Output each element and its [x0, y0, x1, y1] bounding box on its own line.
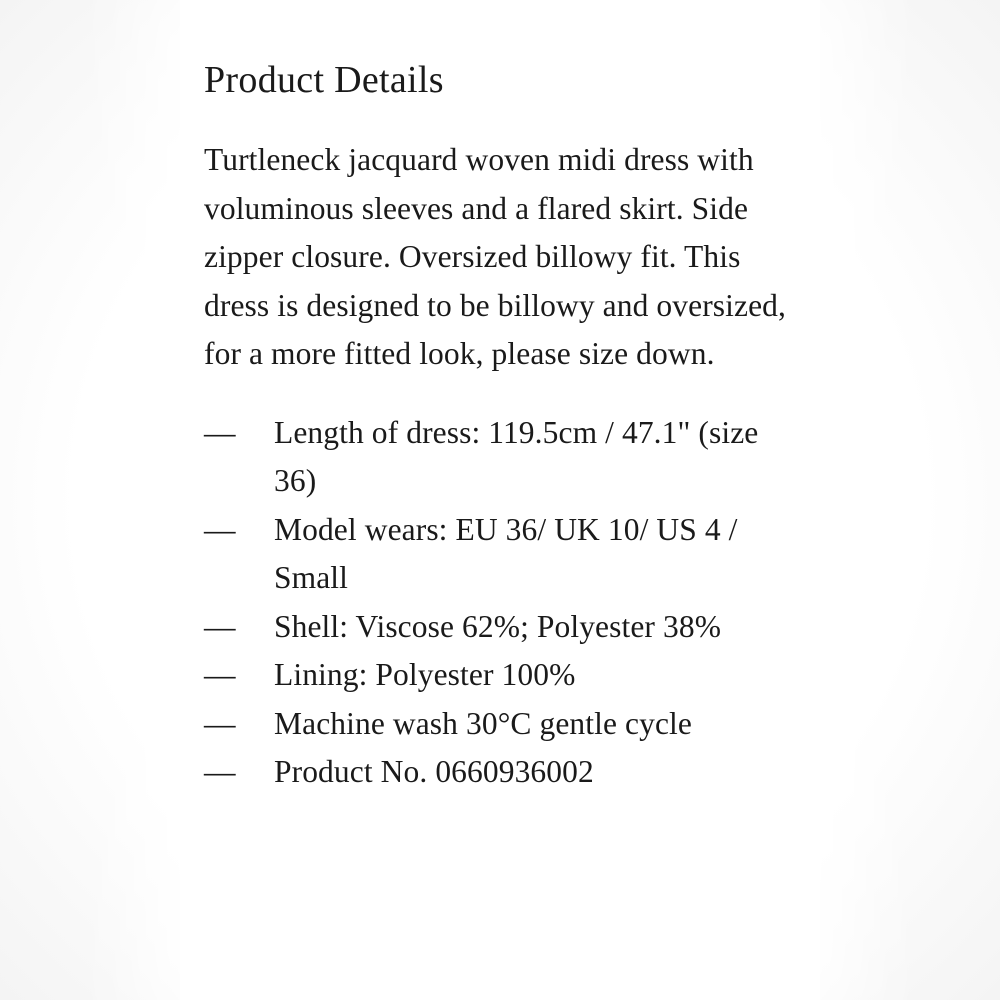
- dash-bullet: —: [204, 608, 236, 644]
- spec-text: Shell: Viscose 62%; Polyester 38%: [274, 608, 722, 644]
- spec-item-length: [204, 409, 804, 506]
- spec-item-product-number: [204, 748, 804, 797]
- product-description: Turtleneck jacquard woven midi dress with voluminous sleeves and a flared skirt. Side zipper closure. Oversized billowy fit. This dress is designed to be billowy and oversized, for a more fitted look, please size down.: [204, 142, 786, 371]
- spec-item-care: [204, 700, 804, 749]
- dash-bullet: —: [204, 705, 236, 741]
- spec-list: [204, 409, 804, 797]
- product-details-section: [204, 52, 804, 797]
- spec-text: Lining: Polyester 100%: [274, 657, 576, 692]
- dash-bullet: —: [204, 511, 236, 547]
- spec-item-lining: [204, 651, 804, 700]
- spec-text: Product No. 0660936002: [274, 754, 594, 789]
- spec-text: Length of dress: 119.5cm / 47.1" (size 36): [274, 414, 759, 498]
- spec-text: Model wears: EU 36/ UK 10/ US 4 / Small: [274, 511, 738, 595]
- spec-item-shell: [204, 603, 804, 652]
- dash-bullet: —: [204, 754, 236, 789]
- dash-bullet: —: [204, 414, 236, 450]
- section-title: Product Details: [204, 59, 444, 101]
- spec-item-model-size: [204, 506, 804, 603]
- dash-bullet: —: [204, 657, 236, 692]
- spec-text: Machine wash 30°C gentle cycle: [274, 705, 692, 741]
